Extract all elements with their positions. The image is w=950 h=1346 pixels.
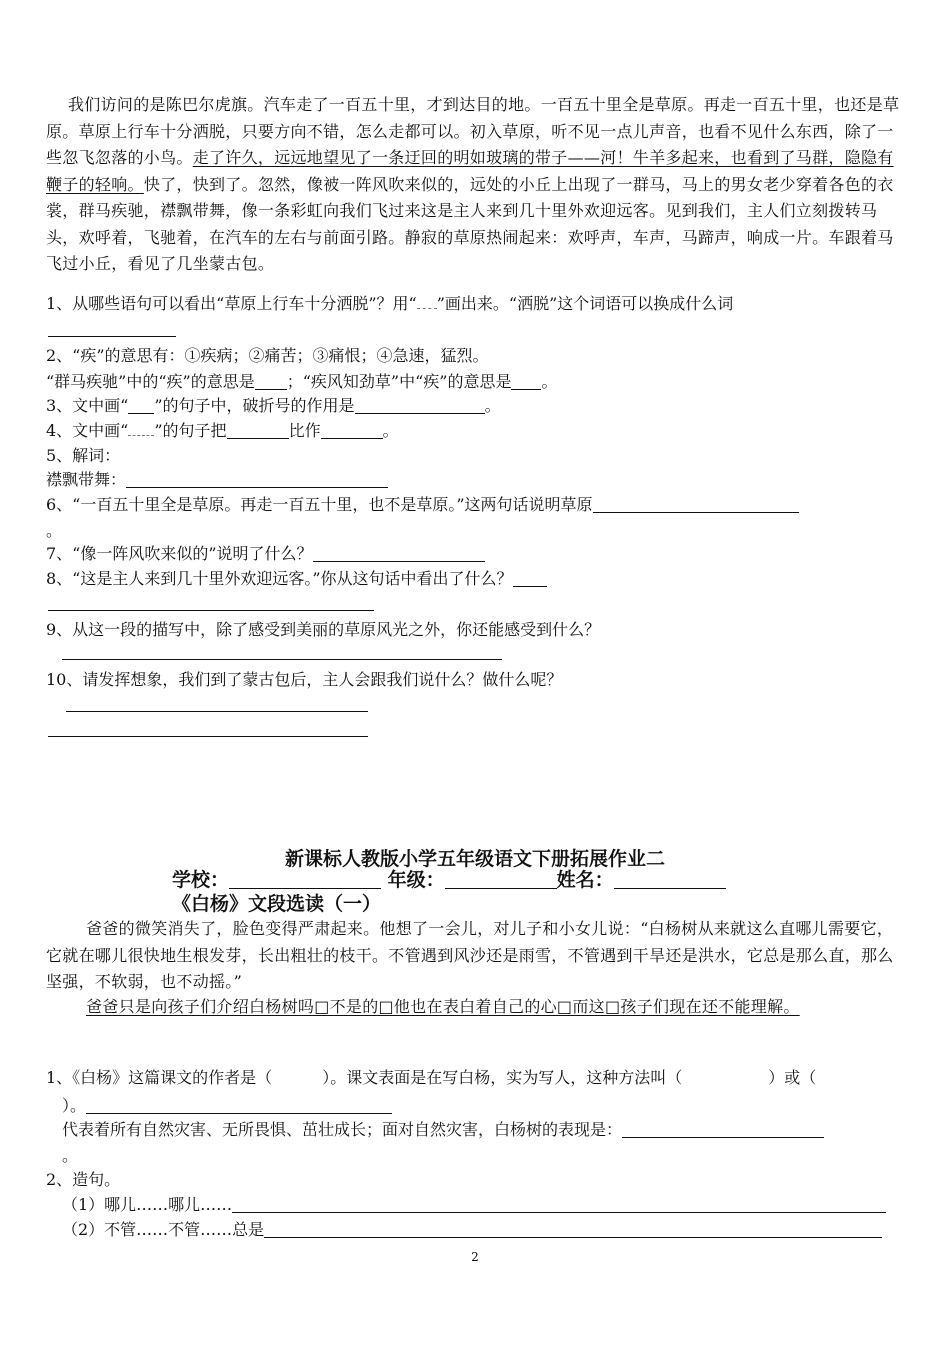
answer-blank[interactable] bbox=[593, 494, 799, 513]
page-number: 2 bbox=[471, 1250, 479, 1264]
answer-blank[interactable] bbox=[86, 1095, 392, 1114]
student-info-row: 学校： 年级： 姓名： bbox=[172, 868, 726, 892]
passage-sentence: 快了，快到了。忽然，像被一阵风吹来似的，远处的小丘上出现了一群马，马上的男女老少穿着各色的衣裳，群马疾驰，襟飘带舞，像一条彩虹向我们飞过来这是主人来到几十里外欢迎远客。见到我们，主人们立刻拨转马头，欢呼着，飞驰着，在汽车的左右与前面引路。静寂的草原热闹起来：欢呼声，车声，马蹄声，响成一片。车跟着马飞过小丘，看见了几坐蒙古包。 bbox=[46, 174, 894, 273]
question-6: 6、“一百五十里全是草原。再走一百五十里，也不是草原。”这两句话说明草原 bbox=[46, 493, 799, 517]
question-9: 9、从这一段的描写中，除了感受到美丽的草原风光之外，你还能感受到什么？ bbox=[46, 620, 601, 639]
question-2-fill: “群马疾驰”中的“疾”的意思是 ；“疾风知劲草”中“疾”的意思是 。 bbox=[46, 372, 558, 391]
worksheet-title: 新课标人教版小学五年级语文下册拓展作业二 bbox=[284, 848, 665, 870]
baiyang-question-2: 2、造句。 bbox=[46, 1170, 121, 1189]
question-7: 7、“像一阵风吹来似的”说明了什么？ bbox=[46, 542, 485, 566]
answer-line[interactable] bbox=[66, 711, 368, 712]
baiyang-question-1: 1、《白杨》这篇课文的作者是（ ）。课文表面是在写白杨，实为写人，这种方法叫（ ）或（ bbox=[46, 1068, 817, 1087]
answer-line[interactable] bbox=[62, 659, 502, 660]
question-2: 2、“疾”的意思有：①疾病；②痛苦；③痛恨；④急速，猛烈。 bbox=[46, 346, 489, 365]
answer-blank[interactable] bbox=[227, 420, 289, 439]
question-3: 3、文中画“ ”的句子中，破折号的作用是 。 bbox=[46, 396, 501, 415]
grade-field[interactable] bbox=[445, 870, 557, 889]
sentence-2: （2）不管……不管……总是 bbox=[62, 1218, 882, 1242]
passage-underlined-sentence: 走了许久，远远地望见了一条迂回的明如玻璃的带子——河！牛羊多起来，也看到了马群，隐隐有鞭子的轻响。 bbox=[46, 148, 894, 194]
school-field[interactable] bbox=[229, 870, 381, 889]
answer-blank[interactable] bbox=[513, 568, 547, 587]
answer-blank[interactable] bbox=[355, 395, 485, 414]
answer-blank[interactable] bbox=[126, 469, 388, 488]
passage-grassland bbox=[46, 92, 906, 278]
baiyang-question-1-end: 。 bbox=[62, 1146, 79, 1165]
answer-blank[interactable] bbox=[255, 371, 287, 390]
answer-blank[interactable] bbox=[232, 1194, 886, 1213]
wavy-mark-icon bbox=[417, 296, 437, 309]
question-5-term: 襟飘带舞： bbox=[46, 468, 388, 492]
answer-line[interactable] bbox=[48, 610, 374, 611]
question-5: 5、解词： bbox=[46, 446, 121, 465]
question-10: 10、请发挥想象，我们到了蒙古包后，主人会跟我们说什么？做什么呢？ bbox=[46, 670, 563, 689]
section-title: 《白杨》文段选读（一） bbox=[172, 893, 382, 915]
answer-blank[interactable] bbox=[313, 543, 485, 562]
question-8: 8、“这是主人来到几十里外欢迎远客。”你从这句话中看出了什么？ bbox=[46, 567, 547, 591]
passage-sentence: 我们访问的是陈巴尔虎旗。汽车走了一百五十里，才到达目的地。一百五十里全是草原。再走一百五十里，也还是草原。草原上行车十分洒脱，只要方向不错，怎么走都可以。初入草原，听不见一点儿声音，也看不见什么东西，除了一些忽飞忽落的小鸟。 bbox=[46, 95, 900, 167]
answer-line[interactable] bbox=[48, 736, 368, 737]
question-4: 4、文中画“ ”的句子把 比作 。 bbox=[46, 421, 399, 440]
underline-mark bbox=[128, 395, 154, 414]
baiyang-question-1-b: 代表着所有自然灾害、无所畏惧、茁壮成长；面对自然灾害，白杨树的表现是： bbox=[62, 1118, 824, 1142]
answer-line[interactable] bbox=[48, 336, 176, 337]
question-6-end: 。 bbox=[46, 521, 63, 540]
baiyang-question-1-cont: ）。 bbox=[62, 1094, 392, 1118]
sentence-1: （1）哪儿……哪儿…… bbox=[62, 1193, 886, 1217]
name-field[interactable] bbox=[614, 870, 726, 889]
passage-baiyang-underlined: 爸爸只是向孩子们介绍白杨树吗□不是的□他也在表白着自己的心□而这□孩子们现在还不能理解。 bbox=[86, 997, 800, 1016]
wavy-mark-icon bbox=[128, 423, 154, 436]
answer-blank[interactable] bbox=[321, 420, 383, 439]
answer-blank[interactable] bbox=[622, 1119, 824, 1138]
answer-blank[interactable] bbox=[511, 371, 541, 390]
question-1: 1、从哪些语句可以看出“草原上行车十分洒脱”？用“ ”画出来。“洒脱”这个词语可以换成什么词 bbox=[46, 294, 734, 313]
answer-blank[interactable] bbox=[264, 1219, 882, 1238]
passage-baiyang: 爸爸的微笑消失了，脸色变得严肃起来。他想了一会儿，对儿子和小女儿说：“白杨树从来就这么直哪儿需要它，它就在哪儿很快地生根发芽，长出粗壮的枝干。不管遇到风沙还是雨雪，不管遇到干旱还是洪水，它总是那么直，那么坚强，不软弱，也不动摇。” bbox=[46, 919, 894, 991]
